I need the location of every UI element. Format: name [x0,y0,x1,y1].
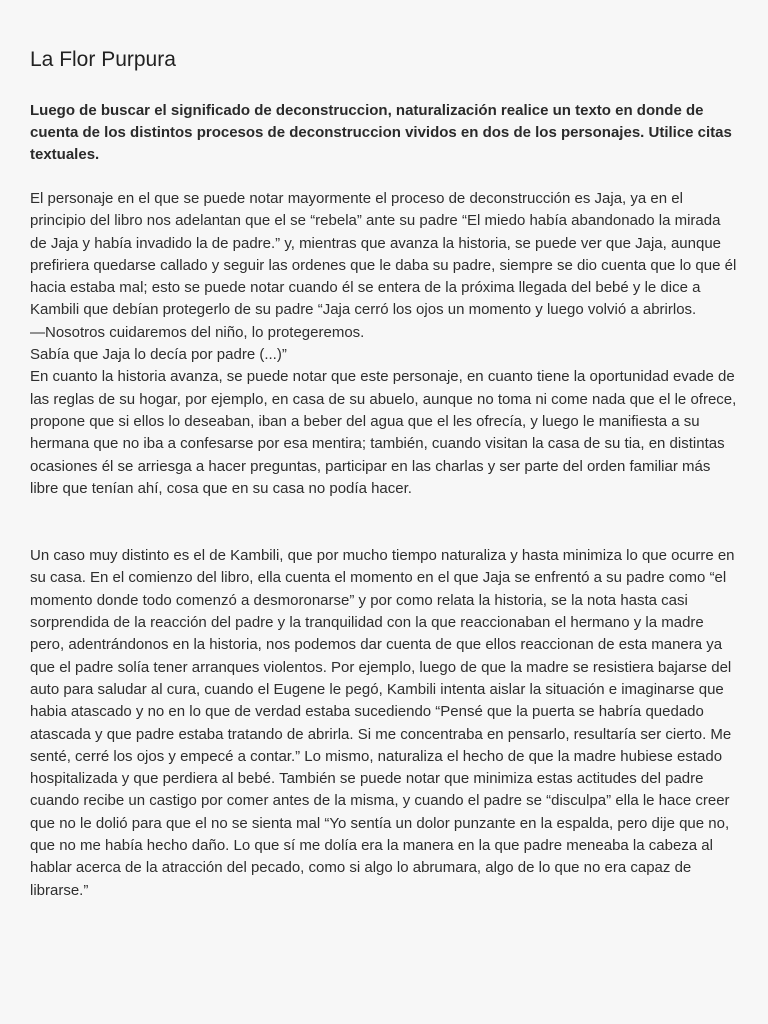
paragraph: —Nosotros cuidaremos del niño, lo protegeremos. [30,323,365,341]
section-kambili [30,545,738,902]
paragraph: Sabía que Jaja lo decía por padre (...)” [30,346,287,364]
paragraph: Un caso muy distinto es el de Kambili, que por mucho tiempo naturaliza y hasta minimiza lo que ocurre en su casa. En el comienzo del libro, ella cuenta el momento en el que Jaja se enfrentó a su padre como “el momento donde todo comenzó a desmoronarse” y por como relata la historia, se la nota hasta casi sorprendida de la reacción del padre y la tranquilidad con la que reaccionaban el hermano y la madre pero, adentrándonos en la historia, nos podemos dar cuenta de que ellos reaccionan de esta manera ya que el padre solía tener arranques violentos. Por ejemplo, luego de que la madre se resistiera bajarse del auto para saludar al cura, cuando el Eugene le pegó, Kambili intenta aislar la situación e imaginarse que habia atascado y no en lo que de verdad estaba sucediendo “Pensé que la puerta se habría quedado atascada y que padre estaba tratando de abrirla. Si me concentraba en pensarlo, resultaría ser cierto. Me senté, cerré los ojos y empecé a contar.” Lo mismo, naturaliza el hecho de que la madre hubiese estado hospitalizada y que perdiera al bebé. También se puede notar que minimiza estas actitudes del padre cuando recibe un castigo por comer antes de la misma, y cuando el padre se “disculpa” ella le hace creer que no le dolió para que el no se sienta mal “Yo sentía un dolor punzante en la espalda, pero dije que no, que no me había hecho daño. Lo que sí me dolía era la manera en la que padre meneaba la cabeza al hablar acerca de la atracción del pecado, como si algo lo abrumara, algo de lo que no era capaz de librarse.” [30,547,735,899]
paragraph: El personaje en el que se puede notar mayormente el proceso de deconstrucción es Jaja, ya en el principio del libro nos adelantan que el se “rebela” ante su padre “El miedo había abandonado la mirada de Jaja y había invadido la de padre.” y, mientras que avanza la historia, se puede ver que Jaja, aunque prefiriera quedarse callado y seguir las ordenes que le daba su padre, siempre se dio cuenta que lo que él hacia estaba mal; esto se puede notar cuando él se entera de la próxima llegada del bebé y le dice a Kambili que debían protegerlo de su padre “Jaja cerró los ojos un momento y luego volvió a abrirlos. [30,190,737,319]
page-title: La Flor Purpura [30,48,176,71]
assignment-prompt: Luego de buscar el significado de deconstruccion, naturalización realice un texto en donde de cuenta de los distintos procesos de deconstruccion vividos en dos de los personajes. Utilice citas textuales. [30,102,732,163]
section-spacer [30,500,738,545]
paragraph: En cuanto la historia avanza, se puede notar que este personaje, en cuanto tiene la oportunidad evade de las reglas de su hogar, por ejemplo, en casa de su abuelo, aunque no toma ni come nada que el le ofrece, propone que si ellos lo deseaban, iban a beber del agua que el les ofrecía, y luego le manifiesta a su hermana que no iba a confesarse por esa mentira; también, cuando visitan la casa de su tia, en distintas ocasiones él se arriesga a hacer preguntas, participar en las charlas y ser parte del orden familiar más libre que tenían ahí, cosa que en su casa no podía hacer. [30,368,737,497]
section-jaja [30,188,738,500]
